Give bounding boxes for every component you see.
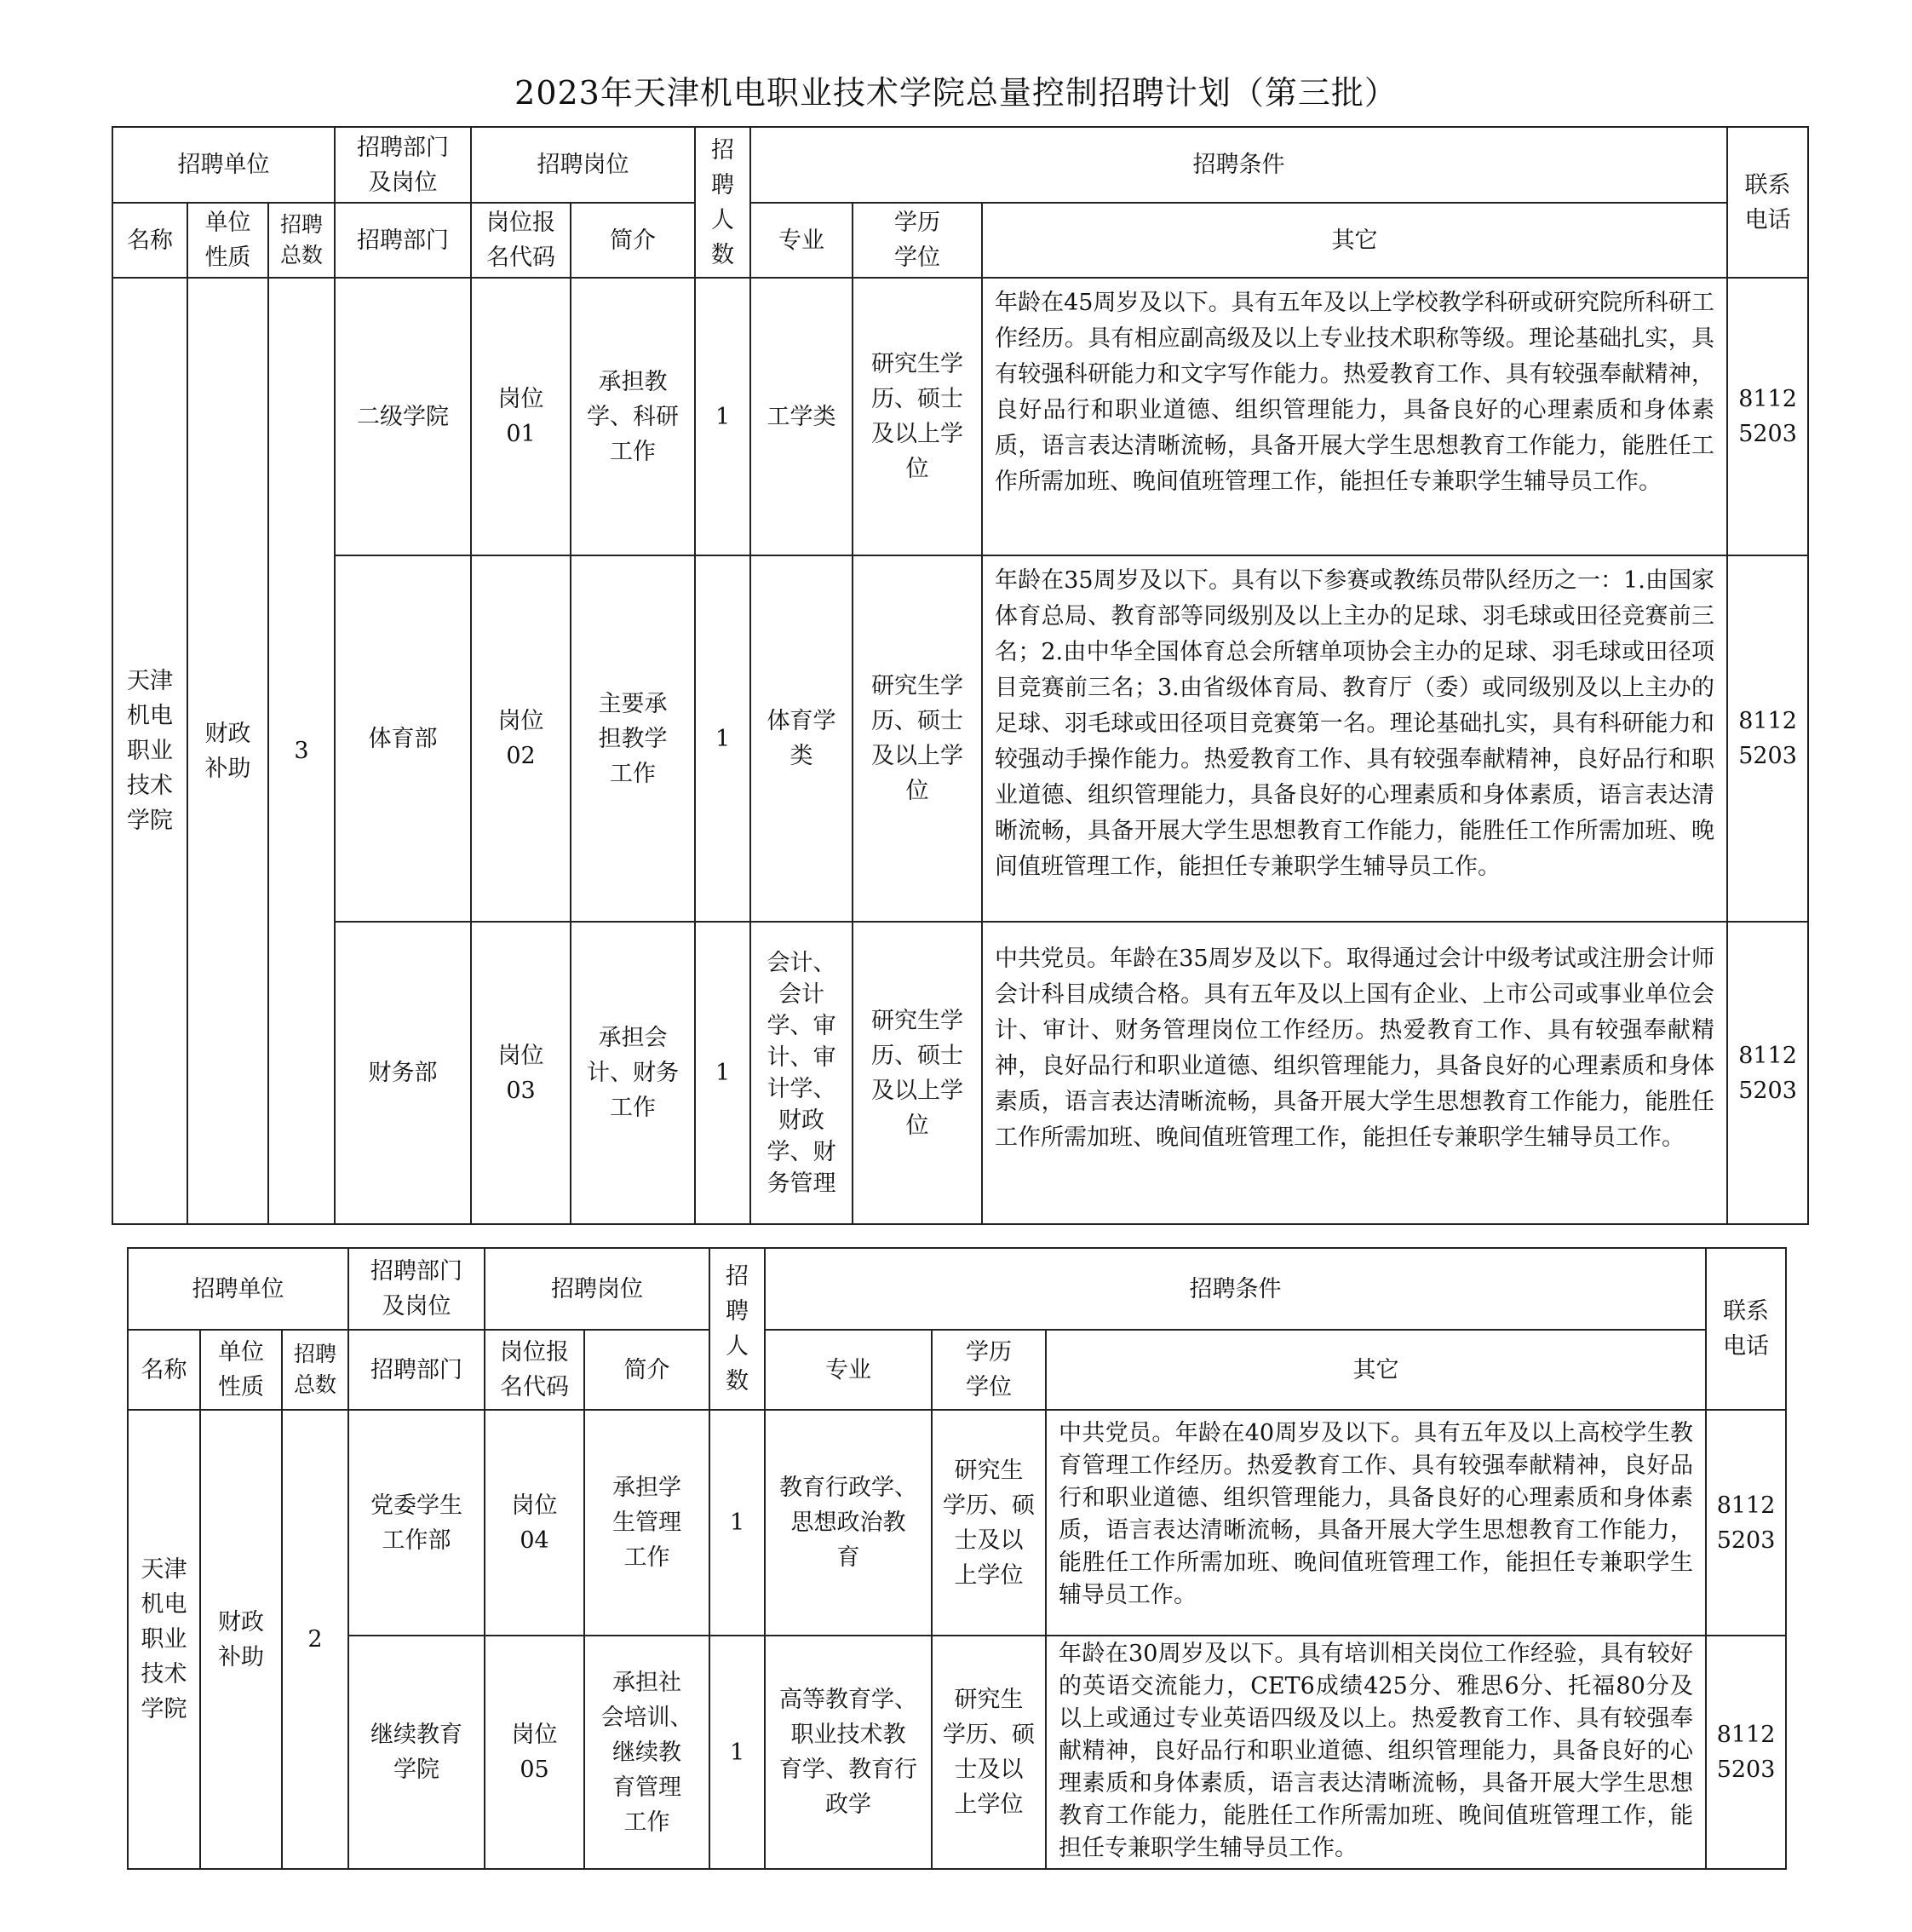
post-code-cell: 岗位 03: [471, 922, 571, 1224]
other-requirements-cell: 中共党员。年龄在35周岁及以下。取得通过会计中级考试或注册会计师会计科目成绩合格。具有五年及以上国有企业、上市公司或事业单位会计、审计、财务管理岗位工作经历。热爱教育工作、具有较强奉献精神，良好品行和职业道德、组织管理能力，具备良好的心理素质和身体素质，语言表达清晰流畅，具备开展大学生思想教育工作能力，能胜任工作所需加班、晚间值班管理工作，能担任专兼职学生辅导员工作。: [982, 922, 1727, 1224]
recruitment-table-1: [112, 126, 1809, 1225]
unit-total: 3: [268, 278, 335, 1224]
header-major: 专业: [750, 203, 853, 278]
major-cell: 会计、 会计 学、审 计、审 计学、 财政 学、财 务管理: [750, 922, 853, 1224]
header-other: 其它: [1046, 1330, 1706, 1410]
phone-cell: 8112 5203: [1706, 1410, 1786, 1636]
header-name: 名称: [112, 203, 187, 278]
intro-cell: 承担学 生管理 工作: [584, 1410, 709, 1636]
recruitment-table-2: [127, 1247, 1787, 1870]
major-cell: 高等教育学、 职业技术教 育学、教育行 政学: [765, 1636, 932, 1869]
header-code: 岗位报 名代码: [485, 1330, 584, 1410]
header-major: 专业: [765, 1330, 932, 1410]
phone-cell: 8112 5203: [1727, 922, 1808, 1224]
header-degree: 学历 学位: [932, 1330, 1046, 1410]
header-degree: 学历 学位: [853, 203, 982, 278]
header-intro: 简介: [571, 203, 695, 278]
header-phone: 联系 电话: [1727, 127, 1808, 278]
header-post-group: 招聘岗位: [485, 1248, 709, 1330]
header-conditions: 招聘条件: [765, 1248, 1706, 1330]
count-cell: 1: [695, 922, 750, 1224]
dept-cell: 党委学生 工作部: [348, 1410, 485, 1636]
header-code: 岗位报 名代码: [471, 203, 571, 278]
header-intro: 简介: [584, 1330, 709, 1410]
unit-nature: 财政 补助: [200, 1410, 282, 1869]
dept-cell: 继续教育 学院: [348, 1636, 485, 1869]
phone-cell: 8112 5203: [1727, 555, 1808, 922]
post-code-cell: 岗位 02: [471, 555, 571, 922]
major-cell: 体育学 类: [750, 555, 853, 922]
degree-cell: 研究生 学历、硕 士及以 上学位: [932, 1410, 1046, 1636]
count-cell: 1: [695, 555, 750, 922]
header-other: 其它: [982, 203, 1727, 278]
header-total: 招聘 总数: [268, 203, 335, 278]
table-row: [112, 278, 1808, 555]
other-requirements-cell: 年龄在45周岁及以下。具有五年及以上学校教学科研或研究院所科研工作经历。具有相应副高级及以上专业技术职称等级。理论基础扎实，具有较强科研能力和文字写作能力。热爱教育工作、具有较强奉献精神，良好品行和职业道德、组织管理能力，具备良好的心理素质和身体素质，语言表达清晰流畅，具备开展大学生思想教育工作能力，能胜任工作所需加班、晚间值班管理工作，能担任专兼职学生辅导员工作。: [982, 278, 1727, 555]
table-row: [128, 1636, 1786, 1869]
post-code-cell: 岗位 04: [485, 1410, 584, 1636]
header-count: 招 聘 人 数: [709, 1248, 765, 1410]
header-dept-group: 招聘部门 及岗位: [335, 127, 471, 203]
major-cell: 教育行政学、 思想政治教 育: [765, 1410, 932, 1636]
other-requirements-cell: 年龄在30周岁及以下。具有培训相关岗位工作经验，具有较好的英语交流能力，CET6成绩425分、雅思6分、托福80分及以上或通过专业英语四级及以上。热爱教育工作、具有较强奉献精神，良好品行和职业道德、组织管理能力，具备良好的心理素质和身体素质，语言表达清晰流畅，具备开展大学生思想教育工作能力，能胜任工作所需加班、晚间值班管理工作，能担任专兼职学生辅导员工作。: [1046, 1636, 1706, 1869]
table-row: [128, 1410, 1786, 1636]
intro-cell: 承担会 计、财务 工作: [571, 922, 695, 1224]
dept-cell: 二级学院: [335, 278, 471, 555]
header-dept: 招聘部门: [335, 203, 471, 278]
post-code-cell: 岗位 01: [471, 278, 571, 555]
unit-name: 天津 机电 职业 技术 学院: [128, 1410, 200, 1869]
degree-cell: 研究生学 历、硕士 及以上学 位: [853, 555, 982, 922]
degree-cell: 研究生 学历、硕 士及以 上学位: [932, 1636, 1046, 1869]
major-cell: 工学类: [750, 278, 853, 555]
header-post-group: 招聘岗位: [471, 127, 695, 203]
phone-cell: 8112 5203: [1706, 1636, 1786, 1869]
header-nature: 单位 性质: [200, 1330, 282, 1410]
other-requirements-cell: 中共党员。年龄在40周岁及以下。具有五年及以上高校学生教育管理工作经历。热爱教育工作、具有较强奉献精神，良好品行和职业道德、组织管理能力，具备良好的心理素质和身体素质，语言表达清晰流畅，具备开展大学生思想教育工作能力，能胜任工作所需加班、晚间值班管理工作，能担任专兼职学生辅导员工作。: [1046, 1410, 1706, 1636]
header-name: 名称: [128, 1330, 200, 1410]
other-requirements-cell: 年龄在35周岁及以下。具有以下参赛或教练员带队经历之一：1.由国家体育总局、教育部等同级别及以上主办的足球、羽毛球或田径竞赛前三名；2.由中华全国体育总会所辖单项协会主办的足球、羽毛球或田径项目竞赛前三名；3.由省级体育局、教育厅（委）或同级别及以上主办的足球、羽毛球或田径项目竞赛第一名。理论基础扎实，具有科研能力和较强动手操作能力。热爱教育工作、具有较强奉献精神，良好品行和职业道德、组织管理能力，具备良好的心理素质和身体素质，语言表达清晰流畅，具备开展大学生思想教育工作能力，能胜任工作所需加班、晚间值班管理工作，能担任专兼职学生辅导员工作。: [982, 555, 1727, 922]
intro-cell: 主要承 担教学 工作: [571, 555, 695, 922]
count-cell: 1: [695, 278, 750, 555]
header-dept-group: 招聘部门 及岗位: [348, 1248, 485, 1330]
header-conditions: 招聘条件: [750, 127, 1727, 203]
phone-cell: 8112 5203: [1727, 278, 1808, 555]
count-cell: 1: [709, 1636, 765, 1869]
unit-name: 天津 机电 职业 技术 学院: [112, 278, 187, 1224]
header-phone: 联系 电话: [1706, 1248, 1786, 1410]
dept-cell: 财务部: [335, 922, 471, 1224]
page-title: 2023年天津机电职业技术学院总量控制招聘计划（第三批）: [514, 74, 1398, 112]
header-total: 招聘 总数: [282, 1330, 348, 1410]
table-row: [112, 555, 1808, 922]
unit-total: 2: [282, 1410, 348, 1869]
intro-cell: 承担社 会培训、 继续教 育管理 工作: [584, 1636, 709, 1869]
degree-cell: 研究生学 历、硕士 及以上学 位: [853, 278, 982, 555]
intro-cell: 承担教 学、科研 工作: [571, 278, 695, 555]
header-nature: 单位 性质: [187, 203, 268, 278]
header-dept: 招聘部门: [348, 1330, 485, 1410]
header-count: 招 聘 人 数: [695, 127, 750, 278]
unit-nature: 财政 补助: [187, 278, 268, 1224]
header-unit-group: 招聘单位: [112, 127, 335, 203]
header-unit-group: 招聘单位: [128, 1248, 348, 1330]
table-row: [112, 922, 1808, 1224]
dept-cell: 体育部: [335, 555, 471, 922]
post-code-cell: 岗位 05: [485, 1636, 584, 1869]
count-cell: 1: [709, 1410, 765, 1636]
degree-cell: 研究生学 历、硕士 及以上学 位: [853, 922, 982, 1224]
